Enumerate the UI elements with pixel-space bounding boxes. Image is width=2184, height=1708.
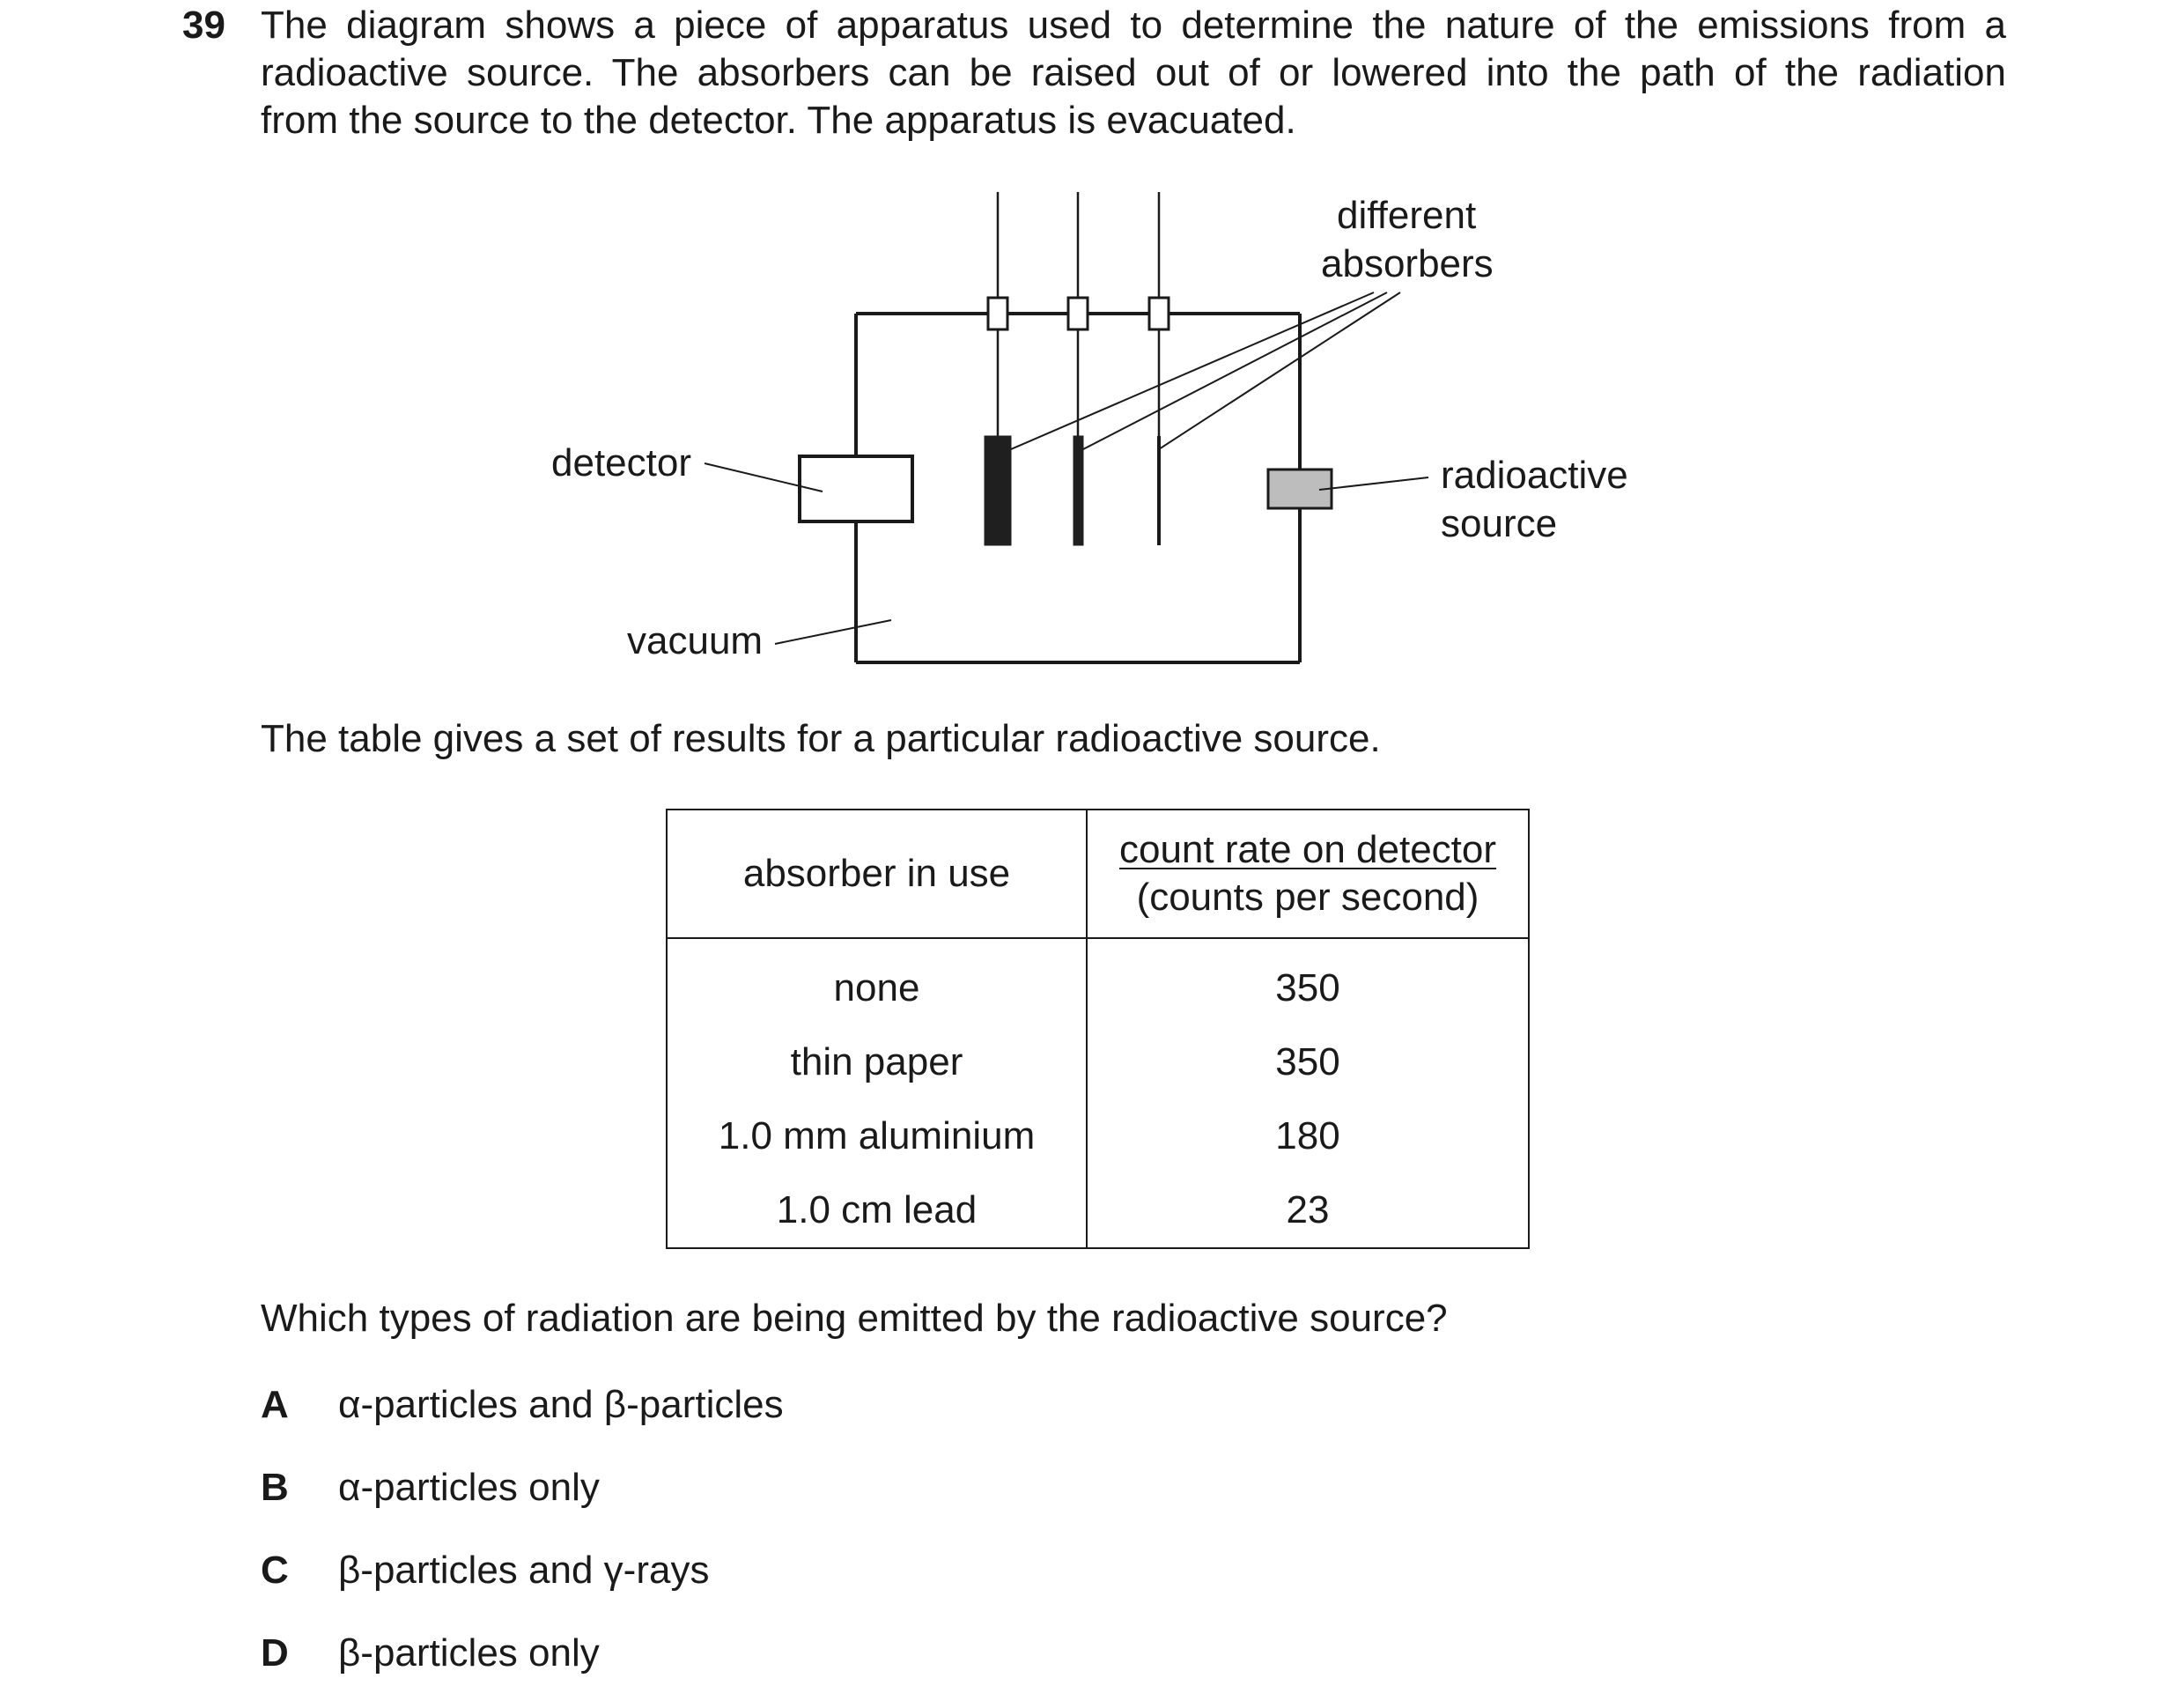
results-table [666,809,1530,1249]
table-row [667,1025,1529,1099]
stem-line-2: radioactive source. The absorbers can be raised out of or lowered into the path of the radiation [261,51,2006,94]
option-a[interactable] [261,1381,784,1429]
source-label-line-1: radioactive [1441,454,1628,497]
absorber-leader-line-2 [1083,292,1387,449]
source-leader-line [1319,477,1428,490]
cell-absorber: none [667,938,1087,1025]
option-d[interactable] [261,1630,600,1677]
cell-absorber: 1.0 mm aluminium [667,1099,1087,1173]
option-text: α-particles only [338,1466,600,1509]
absorber-medium [1074,436,1083,545]
header-absorber: absorber in use [667,810,1087,938]
table-row [667,938,1529,1025]
cell-count: 23 [1087,1173,1529,1248]
stem-line-3: from the source to the detector. The apparatus is evacuated. [261,99,1296,142]
absorbers-label-line-1: different [1337,194,1477,237]
apparatus-diagram [0,0,2184,687]
table-row [667,1173,1529,1248]
table-intro: The table gives a set of results for a particular radioactive source. [261,717,1381,760]
cell-count: 350 [1087,938,1529,1025]
source-label-line-2: source [1441,502,1558,545]
option-text: α-particles and β-particles [338,1383,784,1426]
option-letter: A [261,1383,289,1426]
option-letter: D [261,1631,289,1675]
absorber-leader-line-1 [1011,292,1374,449]
rod-seal-3 [1149,298,1169,329]
option-letter: C [261,1549,289,1592]
question-prompt: Which types of radiation are being emitted by the radioactive source? [261,1297,1448,1340]
vacuum-leader-line [775,620,891,644]
option-letter: B [261,1466,289,1509]
absorbers-label-line-2: absorbers [1321,242,1494,285]
option-b[interactable] [261,1464,600,1512]
option-text: β-particles and γ-rays [338,1549,710,1592]
cell-absorber: thin paper [667,1025,1087,1099]
rod-seal-2 [1068,298,1088,329]
header-count-rate [1087,810,1529,938]
detector-box [800,456,912,521]
absorber-thick [985,436,1011,545]
detector-label: detector [551,441,691,484]
stem-line-1: The diagram shows a piece of apparatus used to determine the nature of the emissions from a [261,4,2006,47]
rod-seal-1 [988,298,1007,329]
cell-absorber: 1.0 cm lead [667,1173,1087,1248]
table-header-row [667,810,1529,938]
absorber-leader-line-3 [1159,292,1400,449]
cell-count: 350 [1087,1025,1529,1099]
header-count-rate-line-1: count rate on detector [1118,828,1497,871]
table-row [667,1099,1529,1173]
option-c[interactable] [261,1547,709,1594]
cell-count: 180 [1087,1099,1529,1173]
question-number: 39 [182,4,225,47]
header-count-rate-line-2: (counts per second) [1136,876,1479,919]
option-text: β-particles only [338,1631,600,1675]
vacuum-label: vacuum [627,619,764,662]
